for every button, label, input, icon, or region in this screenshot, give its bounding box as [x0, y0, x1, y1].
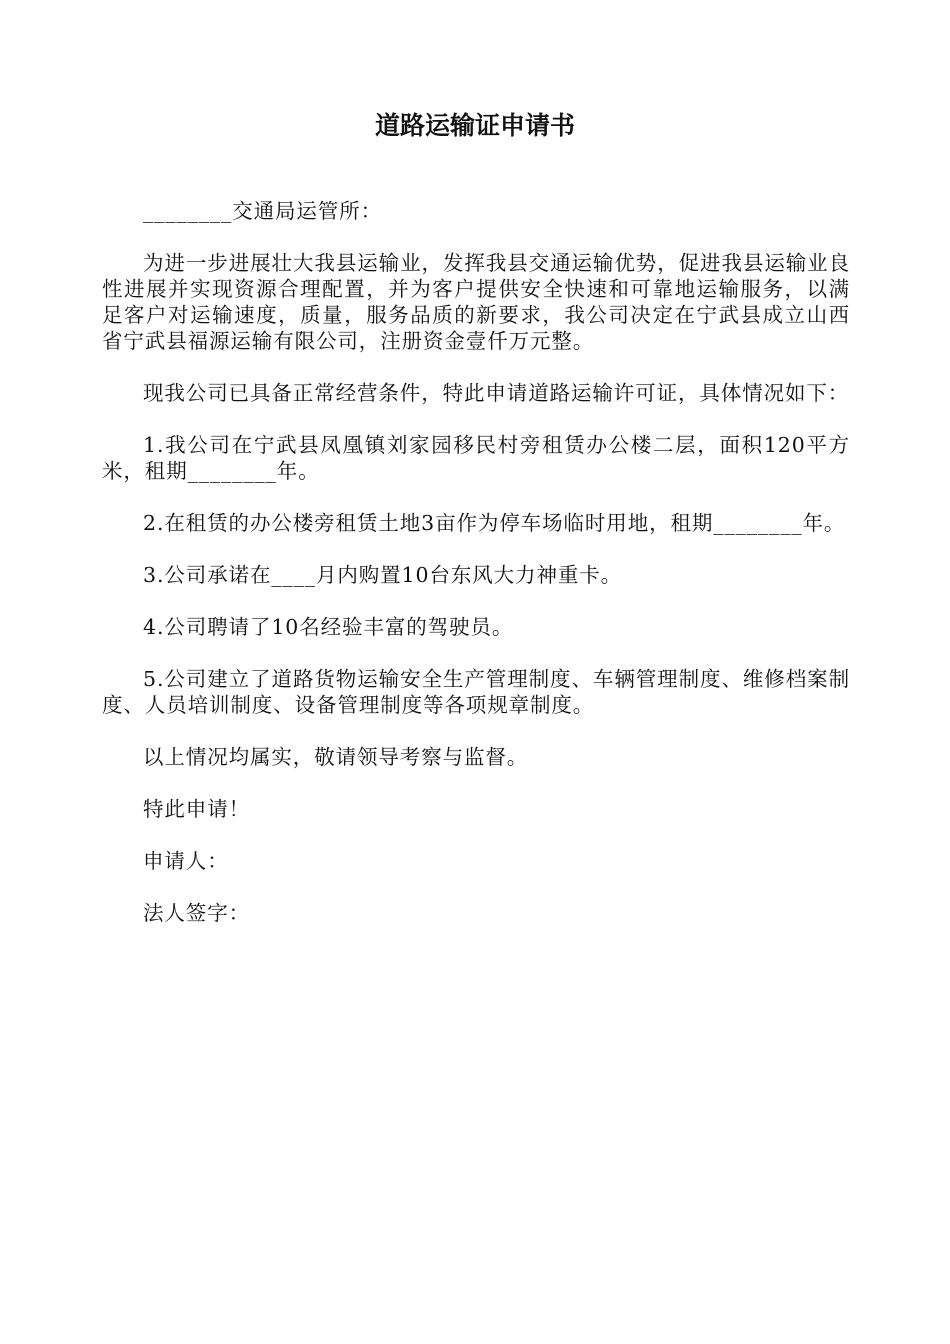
closing-request: 特此申请！ [143, 797, 250, 821]
document-body [102, 198, 850, 952]
closing-statement: 以上情况均属实，敬请领导考察与监督。 [143, 745, 529, 769]
list-item-drivers: 4.公司聘请了10名经验丰富的驾驶员。 [143, 615, 514, 639]
list-item-vehicles: 3.公司承诺在____月内购置10台东风大力神重卡。 [143, 563, 623, 587]
addressee-line: ________交通局运管所： [143, 199, 382, 223]
paragraph-application: 现我公司已具备正常经营条件，特此申请道路运输许可证，具体情况如下： [143, 381, 850, 405]
document-title: 道路运输证申请书 [374, 111, 575, 140]
list-item-parking: 2.在租赁的办公楼旁租赁土地3亩作为停车场临时用地，租期________年。 [143, 511, 846, 535]
paragraph-intro: 为进一步进展壮大我县运输业，发挥我县交通运输优势，促进我县运输业良性进展并实现资源合理配置，并为客户提供安全快速和可靠地运输服务，以满足客户对运输速度，质量，服务品质的新要求，我公司决定在宁武县成立山西省宁武县福源运输有限公司，注册资金壹仟万元整。 [102, 251, 850, 353]
legal-representative-signature-label: 法人签字： [143, 901, 250, 925]
list-item-regulations: 5.公司建立了道路货物运输安全生产管理制度、车辆管理制度、维修档案制度、人员培训制度、设备管理制度等各项规章制度。 [102, 667, 850, 717]
list-item-office: 1.我公司在宁武县凤凰镇刘家园移民村旁租赁办公楼二层，面积120平方米，租期________年。 [102, 433, 850, 483]
applicant-label: 申请人： [143, 849, 229, 873]
